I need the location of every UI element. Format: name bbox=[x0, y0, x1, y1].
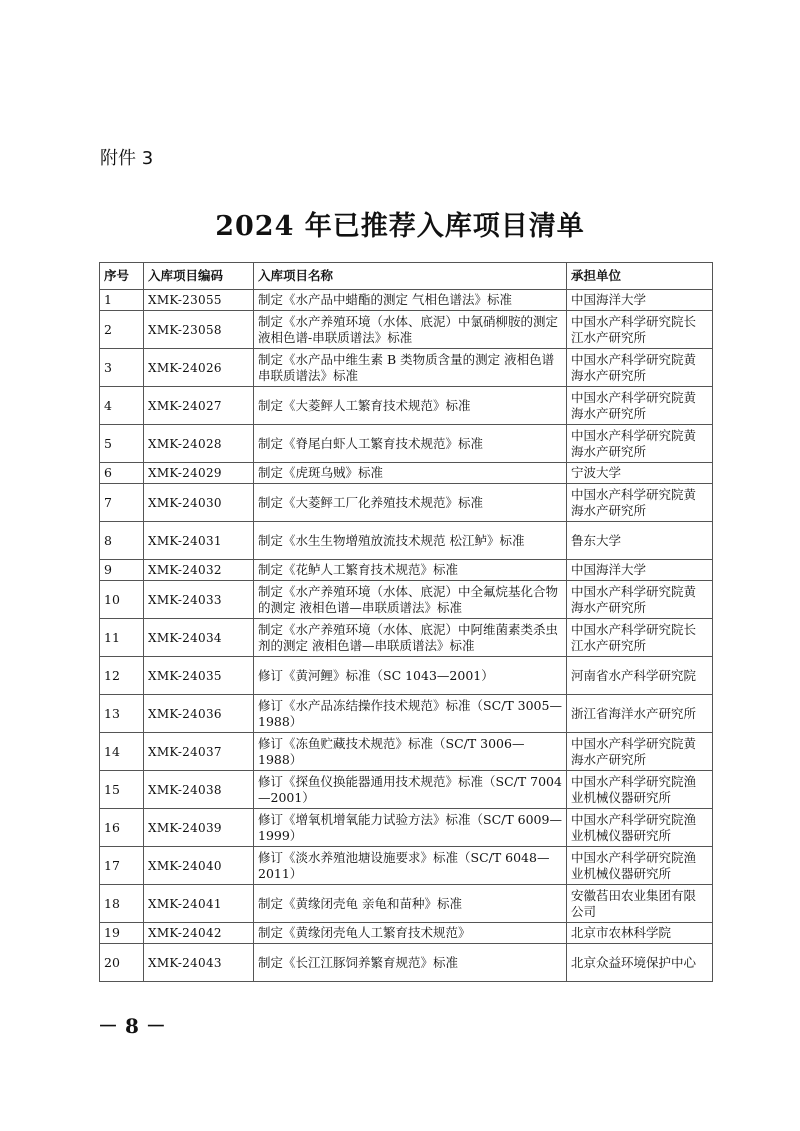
cell-code: XMK-24030 bbox=[144, 484, 254, 522]
cell-unit: 中国水产科学研究院渔业机械仪器研究所 bbox=[567, 847, 713, 885]
table-row bbox=[100, 387, 713, 425]
header-name: 入库项目名称 bbox=[254, 263, 567, 290]
cell-code: XMK-24029 bbox=[144, 463, 254, 484]
cell-unit: 中国海洋大学 bbox=[567, 290, 713, 311]
cell-name: 修订《冻鱼贮藏技术规范》标准（SC/T 3006—1988） bbox=[254, 733, 567, 771]
table-row bbox=[100, 733, 713, 771]
cell-name: 制定《长江江豚饲养繁育规范》标准 bbox=[254, 944, 567, 982]
cell-name: 制定《水产品中维生素 B 类物质含量的测定 液相色谱串联质谱法》标准 bbox=[254, 349, 567, 387]
cell-name: 制定《水生生物增殖放流技术规范 松江鲈》标准 bbox=[254, 522, 567, 560]
table-row bbox=[100, 581, 713, 619]
cell-no: 12 bbox=[100, 657, 144, 695]
cell-code: XMK-24043 bbox=[144, 944, 254, 982]
cell-unit: 中国水产科学研究院渔业机械仪器研究所 bbox=[567, 771, 713, 809]
project-table bbox=[99, 262, 713, 982]
cell-name: 制定《水产养殖环境（水体、底泥）中阿维菌素类杀虫剂的测定 液相色谱—串联质谱法》标准 bbox=[254, 619, 567, 657]
cell-no: 16 bbox=[100, 809, 144, 847]
cell-name: 制定《水产品中蜡酯的测定 气相色谱法》标准 bbox=[254, 290, 567, 311]
cell-code: XMK-24041 bbox=[144, 885, 254, 923]
cell-name: 修订《增氧机增氧能力试验方法》标准（SC/T 6009—1999） bbox=[254, 809, 567, 847]
table-row bbox=[100, 349, 713, 387]
cell-no: 7 bbox=[100, 484, 144, 522]
cell-code: XMK-23055 bbox=[144, 290, 254, 311]
cell-code: XMK-24026 bbox=[144, 349, 254, 387]
table-row bbox=[100, 923, 713, 944]
cell-no: 6 bbox=[100, 463, 144, 484]
cell-no: 5 bbox=[100, 425, 144, 463]
cell-no: 10 bbox=[100, 581, 144, 619]
cell-name: 修订《黄河鲤》标准（SC 1043—2001） bbox=[254, 657, 567, 695]
table-row bbox=[100, 771, 713, 809]
cell-name: 制定《虎斑乌贼》标准 bbox=[254, 463, 567, 484]
cell-name: 制定《大菱鲆工厂化养殖技术规范》标准 bbox=[254, 484, 567, 522]
cell-name: 修订《水产品冻结操作技术规范》标准（SC/T 3005—1988） bbox=[254, 695, 567, 733]
table-row bbox=[100, 657, 713, 695]
cell-code: XMK-24033 bbox=[144, 581, 254, 619]
table-row bbox=[100, 290, 713, 311]
attachment-label: 附件 3 bbox=[100, 148, 154, 169]
cell-code: XMK-24040 bbox=[144, 847, 254, 885]
cell-unit: 安徽萏田农业集团有限公司 bbox=[567, 885, 713, 923]
cell-unit: 宁波大学 bbox=[567, 463, 713, 484]
cell-unit: 中国水产科学研究院黄海水产研究所 bbox=[567, 484, 713, 522]
table-row bbox=[100, 484, 713, 522]
cell-unit: 中国水产科学研究院渔业机械仪器研究所 bbox=[567, 809, 713, 847]
cell-code: XMK-24038 bbox=[144, 771, 254, 809]
cell-code: XMK-24036 bbox=[144, 695, 254, 733]
cell-code: XMK-24042 bbox=[144, 923, 254, 944]
cell-name: 制定《大菱鲆人工繁育技术规范》标准 bbox=[254, 387, 567, 425]
table-row bbox=[100, 809, 713, 847]
table-row bbox=[100, 885, 713, 923]
cell-no: 3 bbox=[100, 349, 144, 387]
cell-unit: 河南省水产科学研究院 bbox=[567, 657, 713, 695]
cell-no: 4 bbox=[100, 387, 144, 425]
cell-no: 13 bbox=[100, 695, 144, 733]
cell-no: 8 bbox=[100, 522, 144, 560]
cell-no: 14 bbox=[100, 733, 144, 771]
cell-no: 19 bbox=[100, 923, 144, 944]
table-row bbox=[100, 944, 713, 982]
cell-unit: 鲁东大学 bbox=[567, 522, 713, 560]
cell-unit: 中国水产科学研究院黄海水产研究所 bbox=[567, 733, 713, 771]
cell-name: 制定《水产养殖环境（水体、底泥）中全氟烷基化合物的测定 液相色谱—串联质谱法》标准 bbox=[254, 581, 567, 619]
table-row bbox=[100, 619, 713, 657]
cell-no: 17 bbox=[100, 847, 144, 885]
cell-no: 18 bbox=[100, 885, 144, 923]
cell-code: XMK-24037 bbox=[144, 733, 254, 771]
cell-code: XMK-23058 bbox=[144, 311, 254, 349]
cell-name: 制定《黄缘闭壳龟人工繁育技术规范》 bbox=[254, 923, 567, 944]
header-unit: 承担单位 bbox=[567, 263, 713, 290]
cell-name: 制定《脊尾白虾人工繁育技术规范》标准 bbox=[254, 425, 567, 463]
cell-code: XMK-24027 bbox=[144, 387, 254, 425]
document-title: 2024 年已推荐入库项目清单 bbox=[215, 211, 585, 242]
table-row bbox=[100, 560, 713, 581]
cell-unit: 中国水产科学研究院长江水产研究所 bbox=[567, 619, 713, 657]
cell-unit: 中国水产科学研究院长江水产研究所 bbox=[567, 311, 713, 349]
cell-name: 修订《探鱼仪换能器通用技术规范》标准（SC/T 7004—2001） bbox=[254, 771, 567, 809]
table-row bbox=[100, 847, 713, 885]
cell-unit: 中国水产科学研究院黄海水产研究所 bbox=[567, 425, 713, 463]
cell-unit: 中国水产科学研究院黄海水产研究所 bbox=[567, 349, 713, 387]
table-row bbox=[100, 425, 713, 463]
cell-name: 制定《水产养殖环境（水体、底泥）中氯硝柳胺的测定 液相色谱-串联质谱法》标准 bbox=[254, 311, 567, 349]
table-row bbox=[100, 695, 713, 733]
cell-unit: 中国海洋大学 bbox=[567, 560, 713, 581]
cell-unit: 浙江省海洋水产研究所 bbox=[567, 695, 713, 733]
cell-unit: 北京众益环境保护中心 bbox=[567, 944, 713, 982]
cell-name: 修订《淡水养殖池塘设施要求》标准（SC/T 6048—2011） bbox=[254, 847, 567, 885]
cell-no: 9 bbox=[100, 560, 144, 581]
cell-code: XMK-24039 bbox=[144, 809, 254, 847]
cell-no: 20 bbox=[100, 944, 144, 982]
table-row bbox=[100, 522, 713, 560]
cell-unit: 中国水产科学研究院黄海水产研究所 bbox=[567, 581, 713, 619]
cell-code: XMK-24034 bbox=[144, 619, 254, 657]
cell-code: XMK-24032 bbox=[144, 560, 254, 581]
cell-no: 15 bbox=[100, 771, 144, 809]
table-row bbox=[100, 311, 713, 349]
cell-unit: 北京市农林科学院 bbox=[567, 923, 713, 944]
cell-no: 11 bbox=[100, 619, 144, 657]
cell-no: 1 bbox=[100, 290, 144, 311]
header-code: 入库项目编码 bbox=[144, 263, 254, 290]
cell-code: XMK-24031 bbox=[144, 522, 254, 560]
cell-name: 制定《黄缘闭壳龟 亲龟和苗种》标准 bbox=[254, 885, 567, 923]
cell-unit: 中国水产科学研究院黄海水产研究所 bbox=[567, 387, 713, 425]
cell-code: XMK-24028 bbox=[144, 425, 254, 463]
cell-code: XMK-24035 bbox=[144, 657, 254, 695]
header-no: 序号 bbox=[100, 263, 144, 290]
page-number: － 8 － bbox=[98, 1014, 166, 1038]
cell-name: 制定《花鲈人工繁育技术规范》标准 bbox=[254, 560, 567, 581]
table-row bbox=[100, 463, 713, 484]
cell-no: 2 bbox=[100, 311, 144, 349]
table-header-row bbox=[100, 263, 713, 290]
